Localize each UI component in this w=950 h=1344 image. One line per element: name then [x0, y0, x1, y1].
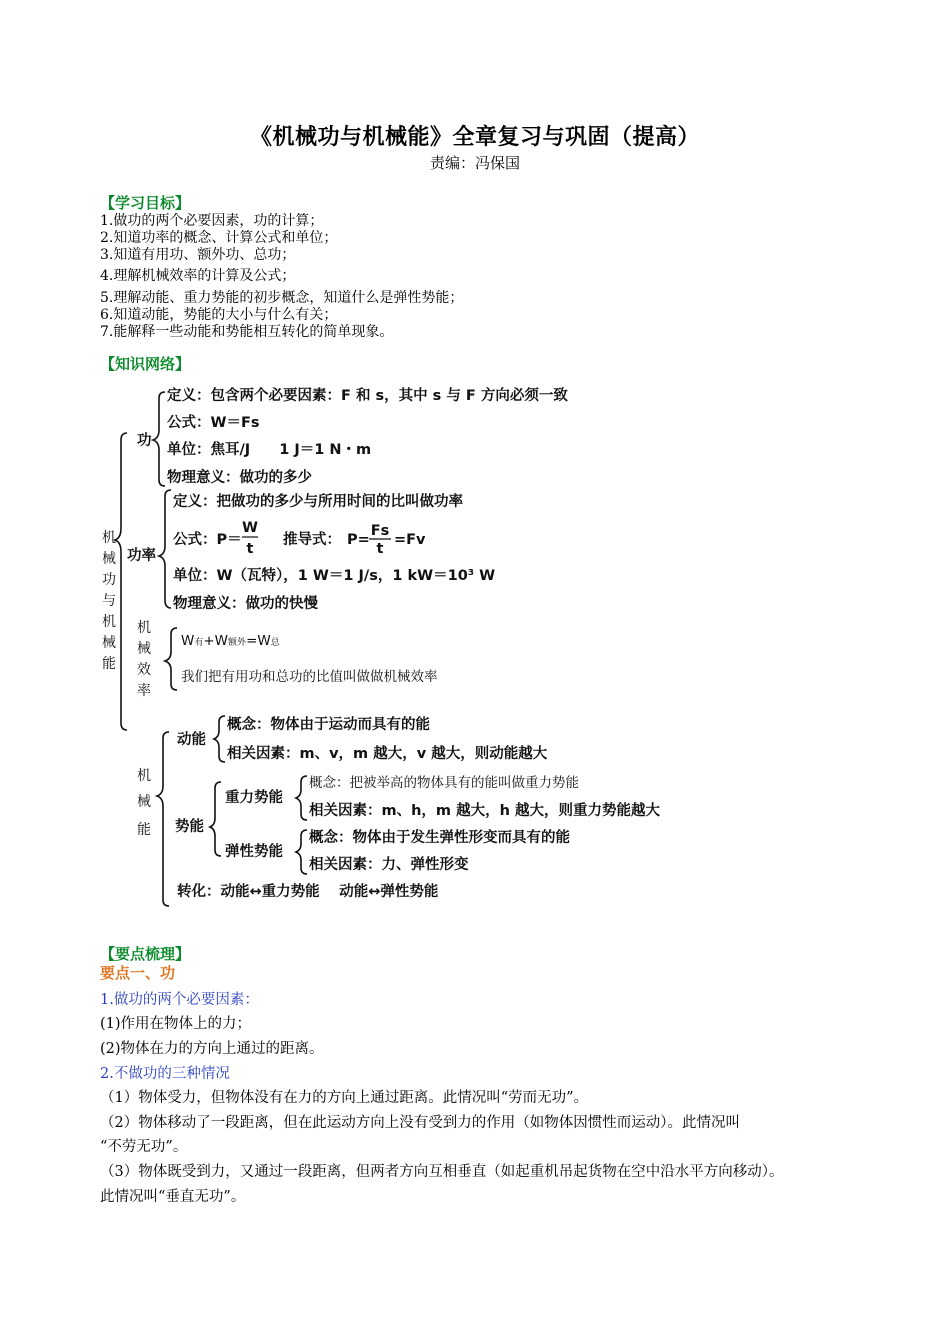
power-formula-denominator: t	[246, 541, 254, 557]
kinetic-label: 动能	[177, 732, 206, 748]
objectives-heading: 【学习目标】	[100, 194, 191, 212]
gravity-concept: 概念：把被举高的物体具有的能叫做重力势能	[309, 775, 579, 791]
potential-brace	[210, 782, 221, 856]
objective-item: 2.知道功率的概念、计算公式和单位；	[100, 230, 338, 246]
energy-brace	[157, 732, 169, 906]
gravity-label: 重力势能	[225, 790, 283, 806]
work-label: 功	[137, 433, 152, 449]
kinetic-brace	[214, 716, 225, 762]
power-unit: 单位：W（瓦特），1 W＝1 J/s，1 kW＝10³ W	[173, 568, 496, 584]
power-label: 功率	[127, 548, 156, 564]
root-char: 械	[102, 635, 116, 651]
root-char: 械	[102, 551, 116, 567]
elastic-label: 弹性势能	[225, 844, 283, 860]
power-meaning: 物理意义：做功的快慢	[173, 596, 318, 612]
elastic-factor: 相关因素：力、弹性形变	[309, 857, 469, 873]
network-heading: 【知识网络】	[100, 355, 191, 373]
energy-char: 机	[137, 768, 151, 784]
elastic-concept: 概念：物体由于发生弹性形变而具有的能	[309, 830, 570, 846]
page-title: 《机械功与机械能》全章复习与巩固（提高）	[249, 125, 700, 150]
root-char: 机	[102, 530, 116, 546]
objective-item: 3.知道有用功、额外功、总功；	[100, 247, 296, 263]
objective-item: 1.做功的两个必要因素，功的计算；	[100, 213, 324, 229]
energy-conversion: 转化：动能↔重力势能 动能↔弹性势能	[177, 884, 439, 900]
efficiency-eq-op1: +W	[203, 633, 229, 649]
body-line: 此情况叫“垂直无功”。	[100, 1189, 246, 1205]
root-char: 与	[102, 593, 116, 609]
efficiency-eq-sub-extra: 额外	[228, 638, 247, 648]
knowledge-network-diagram	[95, 378, 695, 913]
efficiency-definition: 我们把有用功和总功的比值叫做做机械效率	[181, 669, 438, 685]
objective-item: 6.知道动能，势能的大小与什么有关；	[100, 307, 338, 323]
sub-heading: 1.做功的两个必要因素：	[100, 992, 259, 1008]
objective-item: 5.理解动能、重力势能的初步概念，知道什么是弹性势能；	[100, 290, 464, 306]
root-char: 功	[102, 572, 116, 588]
work-definition: 定义：包含两个必要因素：F 和 s，其中 s 与 F 方向必须一致	[167, 388, 568, 404]
efficiency-char: 械	[137, 641, 151, 657]
kinetic-concept: 概念：物体由于运动而具有的能	[227, 717, 430, 733]
elastic-brace	[296, 830, 307, 874]
efficiency-eq-sub-total: 总	[270, 638, 280, 648]
efficiency-brace	[165, 628, 177, 690]
efficiency-char: 效	[137, 662, 151, 678]
power-derived-denominator: t	[376, 541, 384, 557]
power-derived-prefix: P=	[347, 532, 370, 548]
work-unit: 单位：焦耳/J 1 J＝1 N・m	[167, 442, 372, 458]
energy-char: 械	[137, 794, 151, 810]
body-line: （1）物体受力，但物体没有在力的方向上通过距离。此情况叫“劳而无功”。	[100, 1090, 589, 1106]
key-points-heading: 【要点梳理】	[100, 945, 191, 963]
work-brace	[153, 392, 165, 486]
power-derived-numerator: Fs	[370, 523, 390, 539]
power-derived-suffix: =Fv	[394, 532, 426, 548]
body-line: (2)物体在力的方向上通过的距离。	[100, 1041, 324, 1057]
efficiency-char: 率	[137, 683, 151, 699]
potential-label: 势能	[175, 819, 204, 835]
sub-heading: 2.不做功的三种情况	[100, 1066, 230, 1082]
power-definition: 定义：把做功的多少与所用时间的比叫做功率	[173, 494, 463, 510]
efficiency-eq-sub-useful: 有	[194, 638, 204, 648]
root-char: 能	[102, 656, 116, 672]
body-line: （3）物体既受到力，又通过一段距离，但两者方向互相垂直（如起重机吊起货物在空中沿水平方向移动）。	[100, 1164, 784, 1180]
body-line: (1)作用在物体上的力；	[100, 1016, 252, 1032]
gravity-factor: 相关因素：m、h，m 越大，h 越大，则重力势能越大	[309, 803, 660, 819]
editor-line: 责编：冯保国	[429, 154, 520, 172]
power-derived-label: 推导式：	[283, 532, 341, 548]
efficiency-char: 机	[137, 620, 151, 636]
work-formula: 公式：W＝Fs	[167, 415, 260, 431]
power-formula-prefix: 公式：P＝	[173, 532, 242, 548]
objective-item: 7.能解释一些动能和势能相互转化的简单现象。	[100, 324, 394, 340]
efficiency-eq-op2: =W	[246, 633, 271, 649]
body-line: （2）物体移动了一段距离，但在此运动方向上没有受到力的作用（如物体因惯性而运动）。此情况叫	[100, 1115, 740, 1131]
objective-item: 4.理解机械效率的计算及公式；	[100, 268, 296, 284]
work-meaning: 物理意义：做功的多少	[167, 470, 312, 486]
key-point-title: 要点一、功	[100, 964, 176, 982]
power-brace	[159, 490, 171, 608]
efficiency-eq-w1: W	[181, 633, 195, 649]
root-char: 机	[102, 614, 116, 630]
power-formula-numerator: W	[242, 520, 258, 536]
gravity-brace	[296, 776, 307, 820]
svg-text:W有+W额外=W总	[181, 633, 281, 649]
body-line: “不劳无功”。	[100, 1139, 188, 1155]
root-brace	[115, 433, 127, 730]
energy-char: 能	[137, 822, 151, 838]
kinetic-factor: 相关因素：m、v，m 越大，v 越大，则动能越大	[227, 746, 548, 762]
